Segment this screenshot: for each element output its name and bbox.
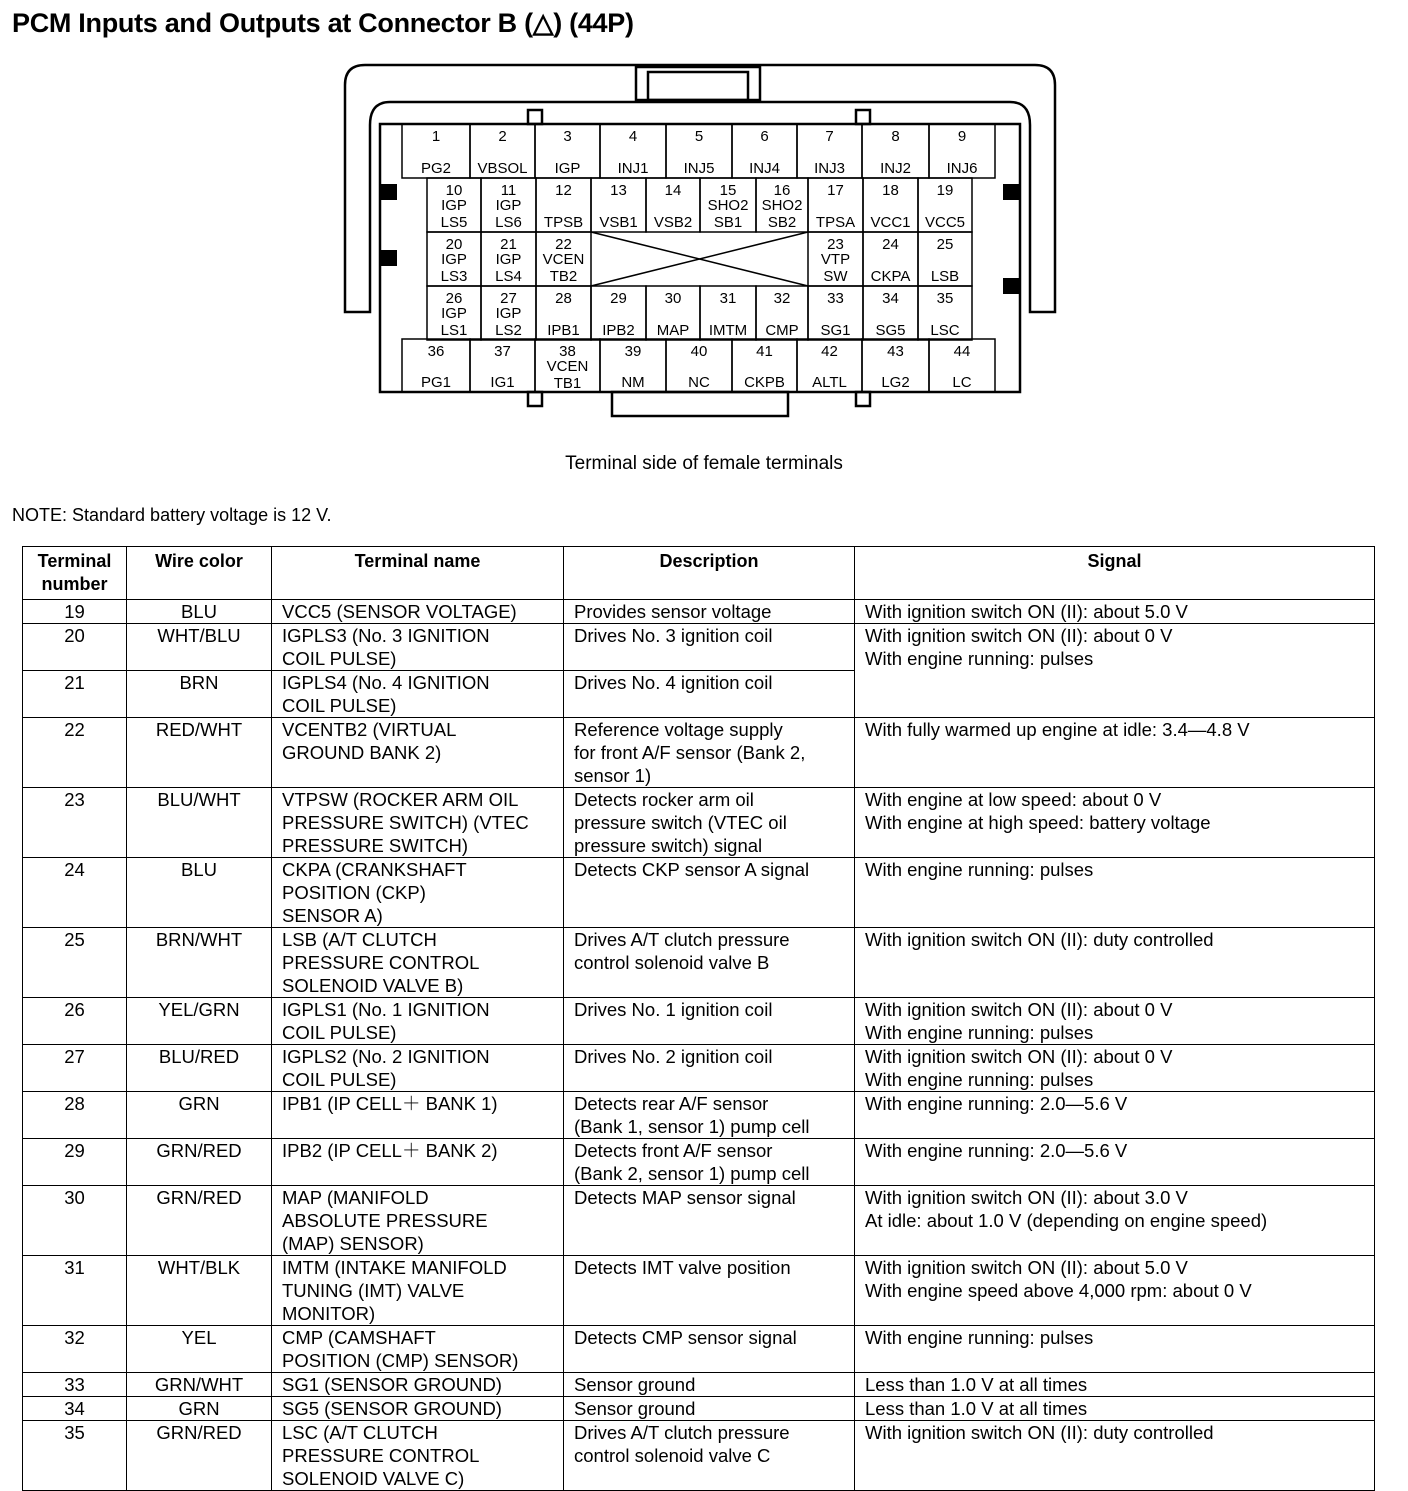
pin-number: 37 — [494, 343, 511, 360]
pin-number: 28 — [555, 290, 572, 307]
pin-number: 19 — [936, 182, 954, 199]
pin-number: 16 — [773, 182, 791, 199]
signal: Less than 1.0 V at all times — [855, 1397, 1375, 1421]
triangle-symbol: △ — [532, 8, 554, 38]
table-row — [23, 600, 1375, 624]
pin-number: 27 — [500, 290, 517, 307]
pin-number: 24 — [882, 236, 899, 253]
pin-label: VTP — [820, 251, 851, 268]
terminal-name: IGPLS2 (No. 2 IGNITION COIL PULSE) — [272, 1045, 564, 1092]
pin-label: INJ3 — [814, 160, 845, 177]
table-row — [23, 998, 1375, 1045]
signal: With fully warmed up engine at idle: 3.4—4.8 V — [855, 718, 1375, 788]
pin-number: 33 — [827, 290, 844, 307]
pin-label: IMTM — [708, 322, 748, 339]
terminal-name: CKPA (CRANKSHAFT POSITION (CKP) SENSOR A) — [272, 858, 564, 928]
pin-number: 2 — [498, 128, 507, 145]
pin-number: 39 — [624, 343, 642, 360]
table-row — [23, 718, 1375, 788]
pin-label: VCC5 — [924, 214, 966, 231]
table-row — [23, 928, 1375, 998]
pin-label: TB1 — [553, 375, 582, 392]
pin-number: 35 — [936, 290, 954, 307]
description: Drives No. 3 ignition coil — [564, 624, 855, 671]
description: Detects front A/F sensor (Bank 2, sensor 1) pump cell — [564, 1139, 855, 1186]
pin-label: INJ6 — [946, 160, 978, 177]
pin-label: TPSB — [543, 214, 584, 231]
terminal-number: 21 — [23, 671, 127, 718]
terminal-name: IGPLS1 (No. 1 IGNITION COIL PULSE) — [272, 998, 564, 1045]
pin-label: INJ1 — [617, 160, 649, 177]
terminal-name: IGPLS4 (No. 4 IGNITION COIL PULSE) — [272, 671, 564, 718]
signal: With ignition switch ON (II): about 3.0 V At idle: about 1.0 V (depending on engine speed) — [855, 1186, 1375, 1256]
terminal-number: 31 — [23, 1256, 127, 1326]
table-header-row — [23, 547, 1375, 600]
pin-label: LC — [952, 374, 972, 391]
pin-label: INJ4 — [749, 160, 780, 177]
pin-label: IG1 — [490, 374, 515, 391]
pin-number: 18 — [882, 182, 899, 199]
pin-number: 40 — [690, 343, 708, 360]
header-description: Description — [564, 547, 855, 600]
pin-number: 25 — [936, 236, 954, 253]
signal: With engine running: 2.0—5.6 V — [855, 1092, 1375, 1139]
note-text: NOTE: Standard battery voltage is 12 V. — [12, 505, 332, 525]
signal: With ignition switch ON (II): about 5.0 V — [855, 600, 1375, 624]
pin-number: 13 — [610, 182, 627, 199]
pin-number: 22 — [555, 236, 572, 253]
terminal-name: IGPLS3 (No. 3 IGNITION COIL PULSE) — [272, 624, 564, 671]
terminal-name: SG1 (SENSOR GROUND) — [272, 1373, 564, 1397]
terminal-name: MAP (MANIFOLD ABSOLUTE PRESSURE (MAP) SENSOR) — [272, 1186, 564, 1256]
terminal-number: 29 — [23, 1139, 127, 1186]
pin-label: LS4 — [495, 268, 522, 285]
header-wire-color: Wire color — [127, 547, 272, 600]
pin-label: VSB1 — [599, 214, 638, 231]
pin-number: 38 — [559, 343, 576, 360]
terminal-number: 19 — [23, 600, 127, 624]
description: Drives A/T clutch pressure control solenoid valve B — [564, 928, 855, 998]
table-row — [23, 1139, 1375, 1186]
wire-color: YEL/GRN — [127, 998, 272, 1045]
pin-label: LG2 — [881, 374, 910, 391]
description: Detects CKP sensor A signal — [564, 858, 855, 928]
terminal-name: VCC5 (SENSOR VOLTAGE) — [272, 600, 564, 624]
pin-label: IPB2 — [602, 322, 635, 339]
wire-color: RED/WHT — [127, 718, 272, 788]
pin-label: PG1 — [420, 374, 452, 391]
pin-number: 6 — [760, 128, 769, 145]
description: Detects IMT valve position — [564, 1256, 855, 1326]
signal: With engine at low speed: about 0 V With engine at high speed: battery voltage — [855, 788, 1375, 858]
pin-label: PG2 — [420, 160, 452, 177]
header-terminal-name: Terminal name — [272, 547, 564, 600]
terminal-table — [22, 546, 1375, 1491]
wire-color: BLU — [127, 600, 272, 624]
table-row — [23, 624, 1375, 671]
pin-label: LS3 — [440, 268, 468, 285]
terminal-number: 34 — [23, 1397, 127, 1421]
terminal-name: IMTM (INTAKE MANIFOLD TUNING (IMT) VALVE MONITOR) — [272, 1256, 564, 1326]
pin-number: 34 — [882, 290, 899, 307]
wire-color: GRN/WHT — [127, 1373, 272, 1397]
description: Detects rear A/F sensor (Bank 1, sensor 1) pump cell — [564, 1092, 855, 1139]
pin-label: LS6 — [495, 214, 522, 231]
empty-cavity-x — [591, 232, 808, 286]
wire-color: WHT/BLK — [127, 1256, 272, 1326]
signal: With ignition switch ON (II): duty controlled — [855, 928, 1375, 998]
signal: Less than 1.0 V at all times — [855, 1373, 1375, 1397]
terminal-number: 27 — [23, 1045, 127, 1092]
terminal-name: LSC (A/T CLUTCH PRESSURE CONTROL SOLENOID VALVE C) — [272, 1421, 564, 1491]
pin-label: IGP — [495, 197, 522, 214]
wire-color: GRN/RED — [127, 1421, 272, 1491]
signal: With ignition switch ON (II): about 5.0 V With engine speed above 4,000 rpm: about 0 V — [855, 1256, 1375, 1326]
pin-number: 12 — [555, 182, 572, 199]
table-row — [23, 671, 1375, 718]
description: Drives No. 2 ignition coil — [564, 1045, 855, 1092]
table-row — [23, 1421, 1375, 1491]
description: Detects MAP sensor signal — [564, 1186, 855, 1256]
pin-labels — [421, 128, 977, 392]
pin-label: NM — [621, 374, 645, 391]
terminal-number: 20 — [23, 624, 127, 671]
pin-label: INJ2 — [880, 160, 911, 177]
pin-label: SB1 — [713, 214, 743, 231]
pin-label: VCEN — [546, 358, 589, 375]
signal: With ignition switch ON (II): about 0 V With engine running: pulses — [855, 624, 1375, 671]
terminal-number: 24 — [23, 858, 127, 928]
description: Drives A/T clutch pressure control solenoid valve C — [564, 1421, 855, 1491]
pin-number: 30 — [664, 290, 682, 307]
pin-number: 23 — [827, 236, 844, 253]
wire-color: GRN/RED — [127, 1139, 272, 1186]
signal: With ignition switch ON (II): about 0 V With engine running: pulses — [855, 998, 1375, 1045]
pin-label: NC — [688, 374, 710, 391]
pin-label: VCEN — [542, 251, 585, 268]
pin-label: SW — [823, 268, 848, 285]
pin-number: 43 — [887, 343, 904, 360]
pin-number: 8 — [891, 128, 900, 145]
description: Sensor ground — [564, 1373, 855, 1397]
wire-color: BRN — [127, 671, 272, 718]
terminal-number: 28 — [23, 1092, 127, 1139]
table-row — [23, 1397, 1375, 1421]
pin-number: 26 — [445, 290, 463, 307]
pin-number: 15 — [719, 182, 737, 199]
pin-number: 14 — [664, 182, 682, 199]
pin-label: MAP — [656, 322, 690, 339]
pin-label: LSC — [930, 322, 960, 339]
terminal-name: IPB1 (IP CELL＋ BANK 1) — [272, 1092, 564, 1139]
pin-label: TPSA — [815, 214, 856, 231]
terminal-name: IPB2 (IP CELL＋ BANK 2) — [272, 1139, 564, 1186]
description: Provides sensor voltage — [564, 600, 855, 624]
pin-label: LS2 — [495, 322, 522, 339]
wire-color: BLU — [127, 858, 272, 928]
pin-number: 3 — [563, 128, 572, 145]
table-row — [23, 1092, 1375, 1139]
pin-number: 21 — [500, 236, 517, 253]
pin-label: ALTL — [812, 374, 847, 391]
wire-color: BLU/RED — [127, 1045, 272, 1092]
wire-color: GRN — [127, 1397, 272, 1421]
table-row — [23, 1186, 1375, 1256]
signal: With ignition switch ON (II): duty controlled — [855, 1421, 1375, 1491]
pin-number: 36 — [427, 343, 445, 360]
pin-number: 20 — [445, 236, 463, 253]
header-terminal-number: Terminal number — [23, 547, 127, 600]
description: Sensor ground — [564, 1397, 855, 1421]
terminal-number: 23 — [23, 788, 127, 858]
wire-color: WHT/BLU — [127, 624, 272, 671]
pin-label: INJ5 — [683, 160, 715, 177]
wire-color: YEL — [127, 1326, 272, 1373]
wire-color: BRN/WHT — [127, 928, 272, 998]
terminal-number: 25 — [23, 928, 127, 998]
pin-label: TB2 — [549, 268, 578, 285]
description: Drives No. 1 ignition coil — [564, 998, 855, 1045]
pin-label: SHO2 — [761, 197, 803, 214]
description: Drives No. 4 ignition coil — [564, 671, 855, 718]
pin-label: IGP — [554, 160, 581, 177]
page-title: PCM Inputs and Outputs at Connector B (△) (44P) — [12, 8, 634, 38]
terminal-number: 35 — [23, 1421, 127, 1491]
pin-label: IGP — [441, 251, 467, 268]
connector-diagram — [330, 58, 1070, 428]
pin-number: 5 — [694, 128, 704, 145]
signal: With ignition switch ON (II): about 0 V With engine running: pulses — [855, 1045, 1375, 1092]
terminal-number: 33 — [23, 1373, 127, 1397]
pin-label: IGP — [495, 305, 522, 322]
wire-color: GRN — [127, 1092, 272, 1139]
pin-label: LS5 — [440, 214, 468, 231]
pin-label: SG5 — [875, 322, 906, 339]
signal: With engine running: pulses — [855, 858, 1375, 928]
terminal-name: SG5 (SENSOR GROUND) — [272, 1397, 564, 1421]
pin-number: 31 — [719, 290, 737, 307]
diagram-caption: Terminal side of female terminals — [565, 453, 843, 474]
signal: With engine running: 2.0—5.6 V — [855, 1139, 1375, 1186]
pin-label: SG1 — [820, 322, 851, 339]
terminal-number: 30 — [23, 1186, 127, 1256]
description: Detects CMP sensor signal — [564, 1326, 855, 1373]
description: Reference voltage supply for front A/F sensor (Bank 2, sensor 1) — [564, 718, 855, 788]
pin-label: IGP — [441, 197, 467, 214]
table-row — [23, 1326, 1375, 1373]
wire-color: BLU/WHT — [127, 788, 272, 858]
pin-number: 9 — [957, 128, 967, 145]
signal: With engine running: pulses — [855, 1326, 1375, 1373]
pin-number: 10 — [445, 182, 463, 199]
pin-label: CMP — [765, 322, 799, 339]
terminal-name: LSB (A/T CLUTCH PRESSURE CONTROL SOLENOID VALVE B) — [272, 928, 564, 998]
terminal-number: 32 — [23, 1326, 127, 1373]
description: Detects rocker arm oil pressure switch (VTEC oil pressure switch) signal — [564, 788, 855, 858]
pin-label: VBSOL — [477, 160, 528, 177]
pin-number: 32 — [773, 290, 791, 307]
signal — [855, 671, 1375, 718]
pin-label: IPB1 — [547, 322, 580, 339]
pin-number: 1 — [431, 128, 441, 145]
terminal-number: 26 — [23, 998, 127, 1045]
pin-number: 17 — [827, 182, 844, 199]
pin-number: 11 — [500, 182, 517, 199]
terminal-name: VTPSW (ROCKER ARM OIL PRESSURE SWITCH) (VTEC PRESSURE SWITCH) — [272, 788, 564, 858]
table-row — [23, 1045, 1375, 1092]
pin-number: 7 — [825, 128, 834, 145]
pin-label: LS1 — [440, 322, 468, 339]
pin-number: 41 — [756, 343, 773, 360]
table-row — [23, 1373, 1375, 1397]
table-row — [23, 1256, 1375, 1326]
terminal-name: CMP (CAMSHAFT POSITION (CMP) SENSOR) — [272, 1326, 564, 1373]
table-row — [23, 858, 1375, 928]
pin-label: VCC1 — [870, 214, 911, 231]
pin-number: 44 — [953, 343, 971, 360]
terminal-number: 22 — [23, 718, 127, 788]
pin-label: LSB — [930, 268, 960, 285]
pin-label: VSB2 — [653, 214, 693, 231]
wire-color: GRN/RED — [127, 1186, 272, 1256]
pin-label: SHO2 — [707, 197, 749, 214]
terminal-name: VCENTB2 (VIRTUAL GROUND BANK 2) — [272, 718, 564, 788]
pin-number: 4 — [628, 128, 638, 145]
pin-label: SB2 — [767, 214, 797, 231]
pin-label: CKPA — [870, 268, 911, 285]
table-row — [23, 788, 1375, 858]
pin-number: 29 — [610, 290, 627, 307]
pin-label: IGP — [441, 305, 467, 322]
pin-number: 42 — [821, 343, 838, 360]
header-signal: Signal — [855, 547, 1375, 600]
pin-label: IGP — [495, 251, 522, 268]
pin-label: CKPB — [744, 374, 785, 391]
